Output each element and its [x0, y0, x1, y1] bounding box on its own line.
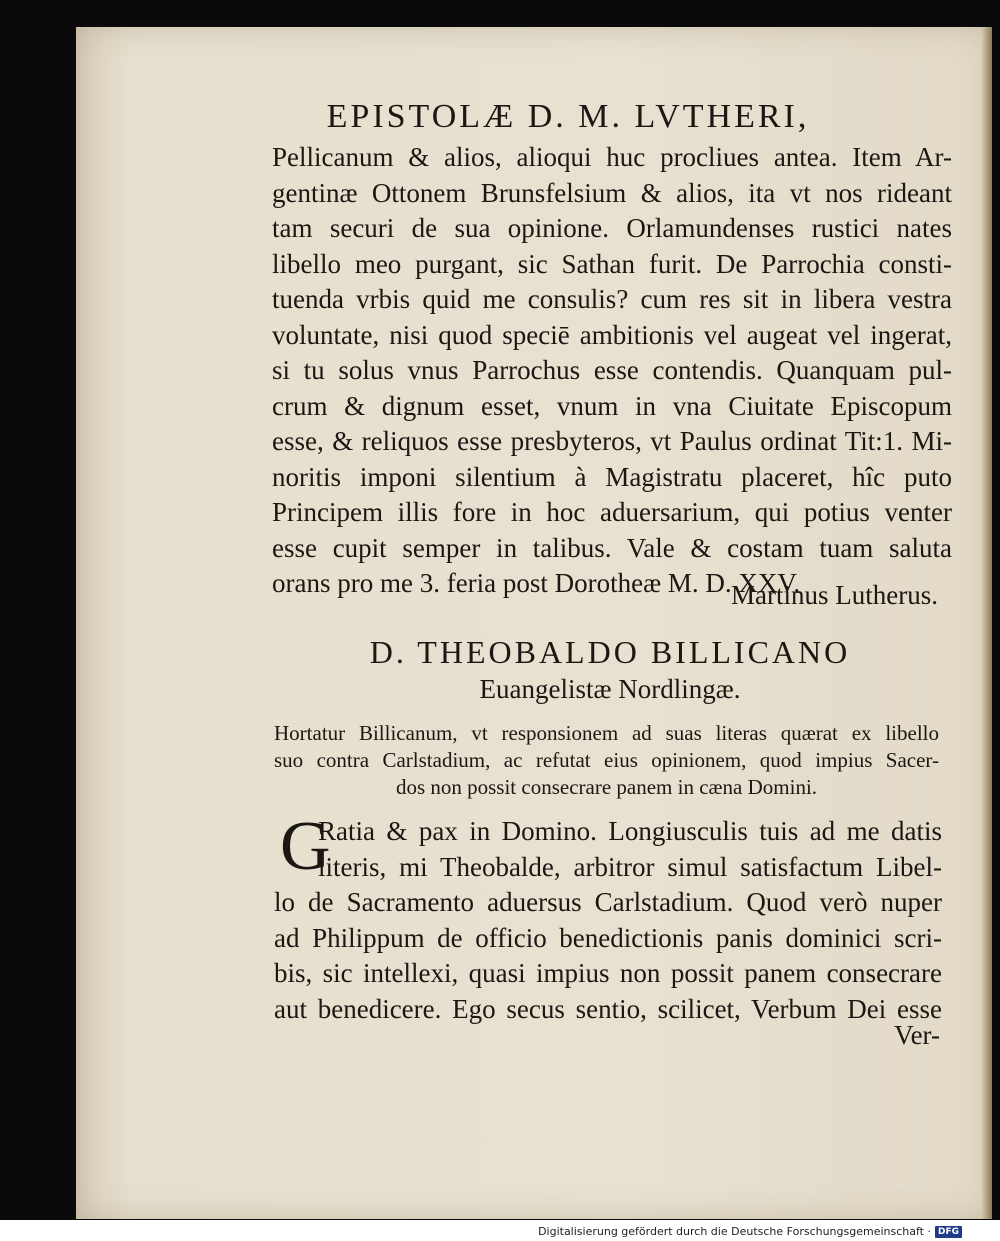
- body-line: literis, mi Theobalde, arbitror simul satisfactum Libel-: [318, 851, 942, 882]
- letter-heading: [280, 632, 940, 706]
- text-line: orans pro me 3. feria post Dorotheæ M. D. XXV.: [272, 568, 801, 598]
- text-line: tam securi de sua opinione. Orlamundenses rustici nates: [272, 213, 952, 243]
- text-line: gentinæ Ottonem Brunsfelsium & alios, ita vt nos rideant: [272, 177, 952, 208]
- letter-body: [274, 808, 942, 1027]
- text-line: si tu solus vnus Parrochus esse contendis. Quanquam pul-: [272, 355, 952, 385]
- text-line: esse, & reliquos esse presbyteros, vt Paulus ordinat Tit:1. Mi-: [272, 426, 952, 456]
- body-line: aut benedicere. Ego secus sentio, scilicet, Verbum Dei esse: [274, 993, 942, 1024]
- footer-text: Digitalisierung gefördert durch die Deutsche Forschungsgemeinschaft ·: [538, 1225, 931, 1238]
- body-line: ad Philippum de officio benedictionis panis dominici scri-: [274, 922, 942, 953]
- body-line: lo de Sacramento aduersus Carlstadium. Quod verò nuper: [274, 887, 942, 917]
- recipient-title: Euangelistæ Nordlingæ.: [479, 674, 741, 704]
- text-line: tuenda vrbis quid me consulis? cum res sit in libera vestra: [272, 284, 952, 314]
- page-edge: [982, 27, 992, 1219]
- footer-credit: [538, 1225, 962, 1238]
- body-line: Ratia & pax in Domino. Longiusculis tuis ad me datis: [318, 816, 942, 846]
- text-line: noritis imponi silentium à Magistratu placeret, hîc puto: [272, 461, 952, 492]
- text-line: Pellicanum & alios, alioqui huc procliues antea. Item Ar-: [272, 142, 952, 172]
- running-head: EPISTOLÆ D. M. LVTHERI,: [326, 98, 810, 135]
- summary-line: suo contra Carlstadium, ac refutat eius opinionem, quod impius Sacer-: [274, 748, 939, 772]
- recipient-name: D. THEOBALDO BILLICANO: [369, 634, 851, 670]
- letter-text-previous: [272, 140, 952, 602]
- text-line: esse cupit semper in talibus. Vale & costam tuam saluta: [272, 532, 952, 563]
- letter-summary: [274, 720, 939, 801]
- catchword: Ver-: [894, 1020, 940, 1050]
- text-line: crum & dignum esset, vnum in vna Ciuitate Episcopum: [272, 390, 952, 421]
- summary-line: dos non possit consecrare panem in cæna Domini.: [395, 775, 818, 799]
- text-line: libello meo purgant, sic Sathan furit. De Parrochia consti-: [272, 248, 952, 279]
- text-line: Principem illis fore in hoc aduersarium, qui potius venter: [272, 497, 952, 527]
- signature: Martinus Lutherus.: [731, 580, 938, 610]
- summary-line: Hortatur Billicanum, vt responsionem ad suas literas quærat ex libello: [274, 721, 939, 745]
- drop-capital: G: [280, 808, 331, 885]
- text-line: voluntate, nisi quod speciē ambitionis vel augeat vel ingerat,: [272, 319, 952, 350]
- body-line: bis, sic intellexi, quasi impius non possit panem consecrare: [274, 958, 942, 988]
- dfg-logo: DFG: [935, 1226, 962, 1238]
